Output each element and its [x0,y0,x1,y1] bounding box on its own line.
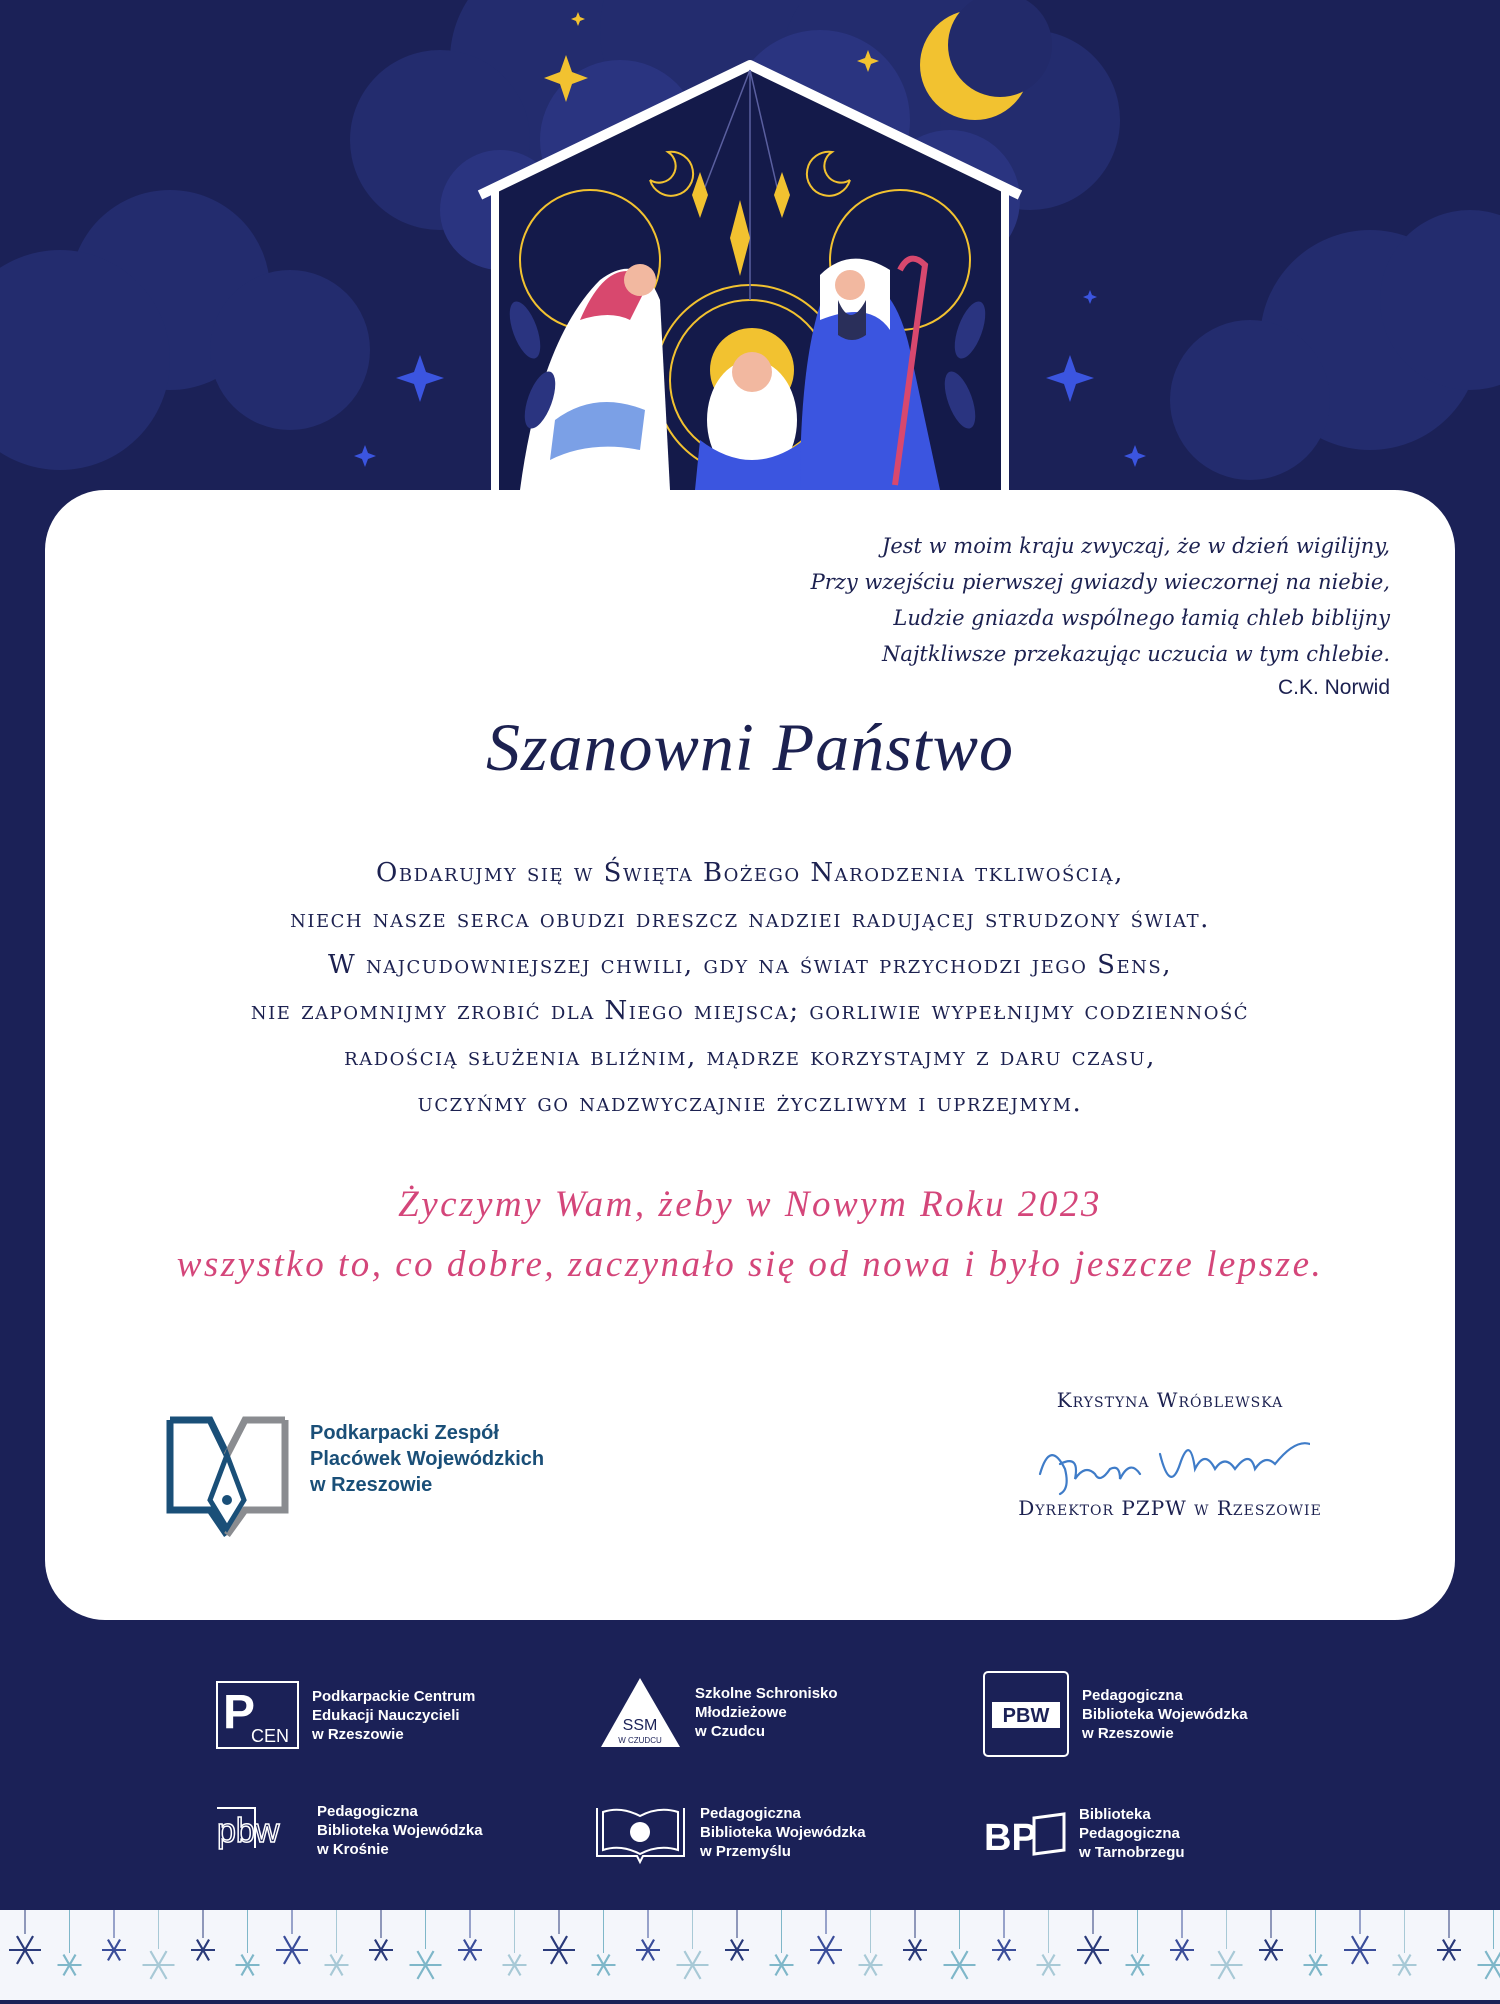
partner-name-line: Edukacji Nauczycieli [312,1706,475,1725]
snowflake-icon [369,1910,393,1960]
partner-pbw-przemysl [593,1800,866,1865]
partner-name-line: w Czudcu [695,1722,838,1741]
snowflake-icon [1437,1910,1461,1960]
partner-pbw-rzeszow [982,1670,1248,1758]
snowflake-icon [543,1910,575,1964]
message-body [0,850,1500,1126]
snowflake-icon [1304,1910,1328,1975]
snowflake-icon [944,1910,976,1979]
partner-name-line: Pedagogiczna [1082,1686,1248,1705]
svg-text:CEN: CEN [251,1726,289,1746]
ssm-logo-icon [598,1675,683,1750]
institution-logo [165,1410,645,1540]
snowflake-icon [410,1910,442,1979]
partner-name-line: Szkolne Schronisko [695,1684,838,1703]
signatory-title: Dyrektor PZPW w Rzeszowie [960,1496,1380,1520]
ssm-logo-sub: W CZUDCU [618,1736,662,1745]
partner-name-line: w Przemyślu [700,1842,866,1861]
snowflake-icon [143,1910,175,1979]
snowflake-icon [236,1910,260,1975]
poem-author: C.K. Norwid [1278,676,1390,700]
poem-line: Jest w moim kraju zwyczaj, że w dzień wigilijny, [490,528,1390,564]
partner-name-line: Biblioteka [1079,1805,1185,1824]
signature-block [960,1388,1380,1520]
institution-name [310,1420,544,1498]
snowflake-icon [325,1910,349,1975]
svg-text:P: P [223,1686,255,1739]
snowflake-icon [992,1910,1016,1960]
svg-text:BP: BP [984,1817,1037,1859]
snowflake-icon [1037,1910,1061,1975]
partner-pbw-krosno [215,1800,483,1860]
open-book-pen-icon [165,1410,290,1540]
partner-name-line: Pedagogiczna [317,1802,483,1821]
greeting-title: Szanowni Państwo [0,708,1500,787]
snowflake-icon [191,1910,215,1960]
snowflake-icon [503,1910,527,1975]
poem-line: Przy wzejściu pierwszej gwiazdy wieczornej na niebie, [490,564,1390,600]
snowflake-icon [102,1910,126,1960]
wish-line: wszystko to, co dobre, zaczynało się od nowa i było jeszcze lepsze. [0,1235,1500,1295]
message-line: niech nasze serca obudzi dreszcz nadziei radującej strudzony świat. [0,896,1500,942]
snowflake-icon [1478,1910,1500,1979]
snowflake-icon [1211,1910,1243,1979]
message-line: Obdarujmy się w Święta Bożego Narodzenia tkliwością, [0,850,1500,896]
new-year-wish [0,1175,1500,1295]
snowflake-icon [725,1910,749,1960]
message-line: uczyńmy go nadzwyczajnie życzliwym i uprzejmym. [0,1080,1500,1126]
partner-name-line: Biblioteka Wojewódzka [1082,1705,1248,1724]
partner-name-line: w Tarnobrzegu [1079,1843,1185,1862]
partner-name [695,1684,838,1741]
partner-name [317,1802,483,1859]
partner-name-line: w Krośnie [317,1840,483,1859]
partner-name-line: Biblioteka Wojewódzka [317,1821,483,1840]
snowflake-icon [1170,1910,1194,1960]
partner-name-line: Podkarpackie Centrum [312,1687,475,1706]
snowflake-icon [1344,1910,1376,1964]
snowflake-icon [859,1910,883,1975]
snowflake-icon [1126,1910,1150,1975]
message-line: nie zapomnijmy zrobić dla Niego miejsca; gorliwie wypełnijmy codzienność [0,988,1500,1034]
snowflake-icon [1259,1910,1283,1960]
partner-name [312,1687,475,1744]
snowflake-icon [636,1910,660,1960]
wish-line: Życzymy Wam, żeby w Nowym Roku 2023 [0,1175,1500,1235]
partner-pcen [215,1680,475,1750]
institution-name-line: Podkarpacki Zespół [310,1420,544,1446]
message-line: W najcudowniejszej chwili, gdy na świat przychodzi jego Sens, [0,942,1500,988]
partner-name-line: w Rzeszowie [1082,1724,1248,1743]
svg-text:pbw: pbw [217,1812,280,1850]
snowflake-icon [770,1910,794,1975]
svg-text:PBW: PBW [1003,1705,1050,1727]
bp-logo-icon [982,1806,1067,1861]
snowflake-icon [810,1910,842,1964]
partner-bp-tarnobrzeg [982,1805,1185,1862]
poem-line: Ludzie gniazda wspólnego łamią chleb biblijny [490,600,1390,636]
snowflake-icon [592,1910,616,1975]
partner-ssm [598,1675,838,1750]
institution-name-line: w Rzeszowie [310,1472,544,1498]
book-icon [593,1800,688,1865]
svg-text:SSM: SSM [623,1717,658,1734]
snowflake-icon [903,1910,927,1960]
snowflake-icon [677,1910,709,1979]
message-line: radością służenia bliźnim, mądrze korzystajmy z daru czasu, [0,1034,1500,1080]
snowflake-icon [1077,1910,1109,1964]
partner-name [700,1804,866,1861]
pbw-logo-icon [982,1670,1070,1758]
institution-name-line: Placówek Wojewódzkich [310,1446,544,1472]
pcen-logo-icon [215,1680,300,1750]
poem-quote [490,528,1390,672]
partner-name-line: Pedagogiczna [700,1804,866,1823]
partner-name-line: Młodzieżowe [695,1703,838,1722]
partner-name [1082,1686,1248,1743]
snowflake-garland [0,1910,1500,2000]
snowflake-icon [276,1910,308,1964]
signatory-name: Krystyna Wróblewska [960,1388,1380,1412]
handwritten-signature [1030,1424,1310,1504]
pbw-krosno-logo-icon [215,1800,305,1860]
snowflake-icon [58,1910,82,1975]
snowflake-border [0,1910,1500,2000]
partner-name-line: Biblioteka Wojewódzka [700,1823,866,1842]
partner-name-line: Pedagogiczna [1079,1824,1185,1843]
snowflake-icon [458,1910,482,1960]
partner-name [1079,1805,1185,1862]
poem-line: Najtkliwsze przekazując uczucia w tym chlebie. [490,636,1390,672]
partner-name-line: w Rzeszowie [312,1725,475,1744]
snowflake-icon [1393,1910,1417,1975]
snowflake-icon [9,1910,41,1964]
